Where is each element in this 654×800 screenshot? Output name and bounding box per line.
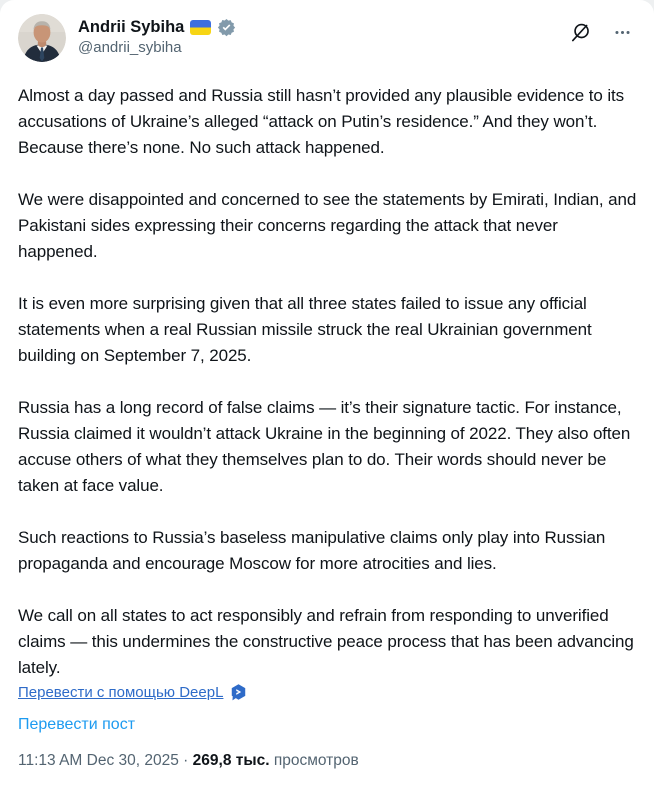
gray-verified-badge-icon <box>217 18 236 37</box>
deepl-translate-row <box>18 683 638 702</box>
dot-separator: · <box>183 752 189 769</box>
tweet-header <box>18 14 638 62</box>
tweet-paragraph: Such reactions to Russia’s baseless manipulative claims only play into Russian propaganda and encourage Moscow for more atrocities and lies. <box>18 528 606 573</box>
more-button[interactable] <box>611 21 634 44</box>
tweet-paragraph: We were disappointed and concerned to see the statements by Emirati, Indian, and Pakistani sides expressing their concerns regarding the attack that never happened. <box>18 190 637 261</box>
grok-icon <box>570 31 591 46</box>
views-count: 269,8 тыс. <box>192 752 270 769</box>
deepl-translate-link[interactable]: Перевести с помощью DeepL <box>18 684 224 701</box>
more-icon <box>613 30 632 45</box>
timestamp: 11:13 AM Dec 30, 2025 <box>18 752 179 769</box>
tweet-meta <box>18 751 638 771</box>
tweet-paragraph: Almost a day passed and Russia still hasn’t provided any plausible evidence to its accusations of Ukraine’s alleged “attack on Putin’s residence.” And they won’t. Because there’s none. No such attack happened. <box>18 86 625 157</box>
tweet-paragraph: It is even more surprising given that all three states failed to issue any official statements when a real Russian missile struck the real Ukrainian government building on September 7, 2025. <box>18 294 592 365</box>
tweet-paragraph: Russia has a long record of false claims — it’s their signature tactic. For instance, Russia claimed it wouldn’t attack Ukraine in the beginning of 2022. They also often accuse others of what they themselves plan to do. Their words should never be taken at face value. <box>18 398 631 495</box>
author-name-row[interactable] <box>78 17 236 37</box>
tweet-text <box>18 83 638 681</box>
avatar-photo <box>18 14 66 62</box>
tweet-paragraph: We call on all states to act responsibly and refrain from responding to unverified claims — this undermines the constructive peace process that has been advancing lately. <box>18 606 634 677</box>
translate-post-link[interactable]: Перевести пост <box>18 716 136 733</box>
views-label: просмотров <box>273 752 359 769</box>
avatar[interactable] <box>18 14 66 62</box>
author-handle[interactable]: @andrii_sybiha <box>78 39 182 56</box>
author-name[interactable]: Andrii Sybiha <box>78 18 185 36</box>
ukraine-flag-icon <box>190 20 211 35</box>
grok-button[interactable] <box>568 20 593 45</box>
deepl-logo-icon[interactable] <box>229 683 248 702</box>
header-actions <box>568 14 638 45</box>
author-block <box>78 14 236 58</box>
